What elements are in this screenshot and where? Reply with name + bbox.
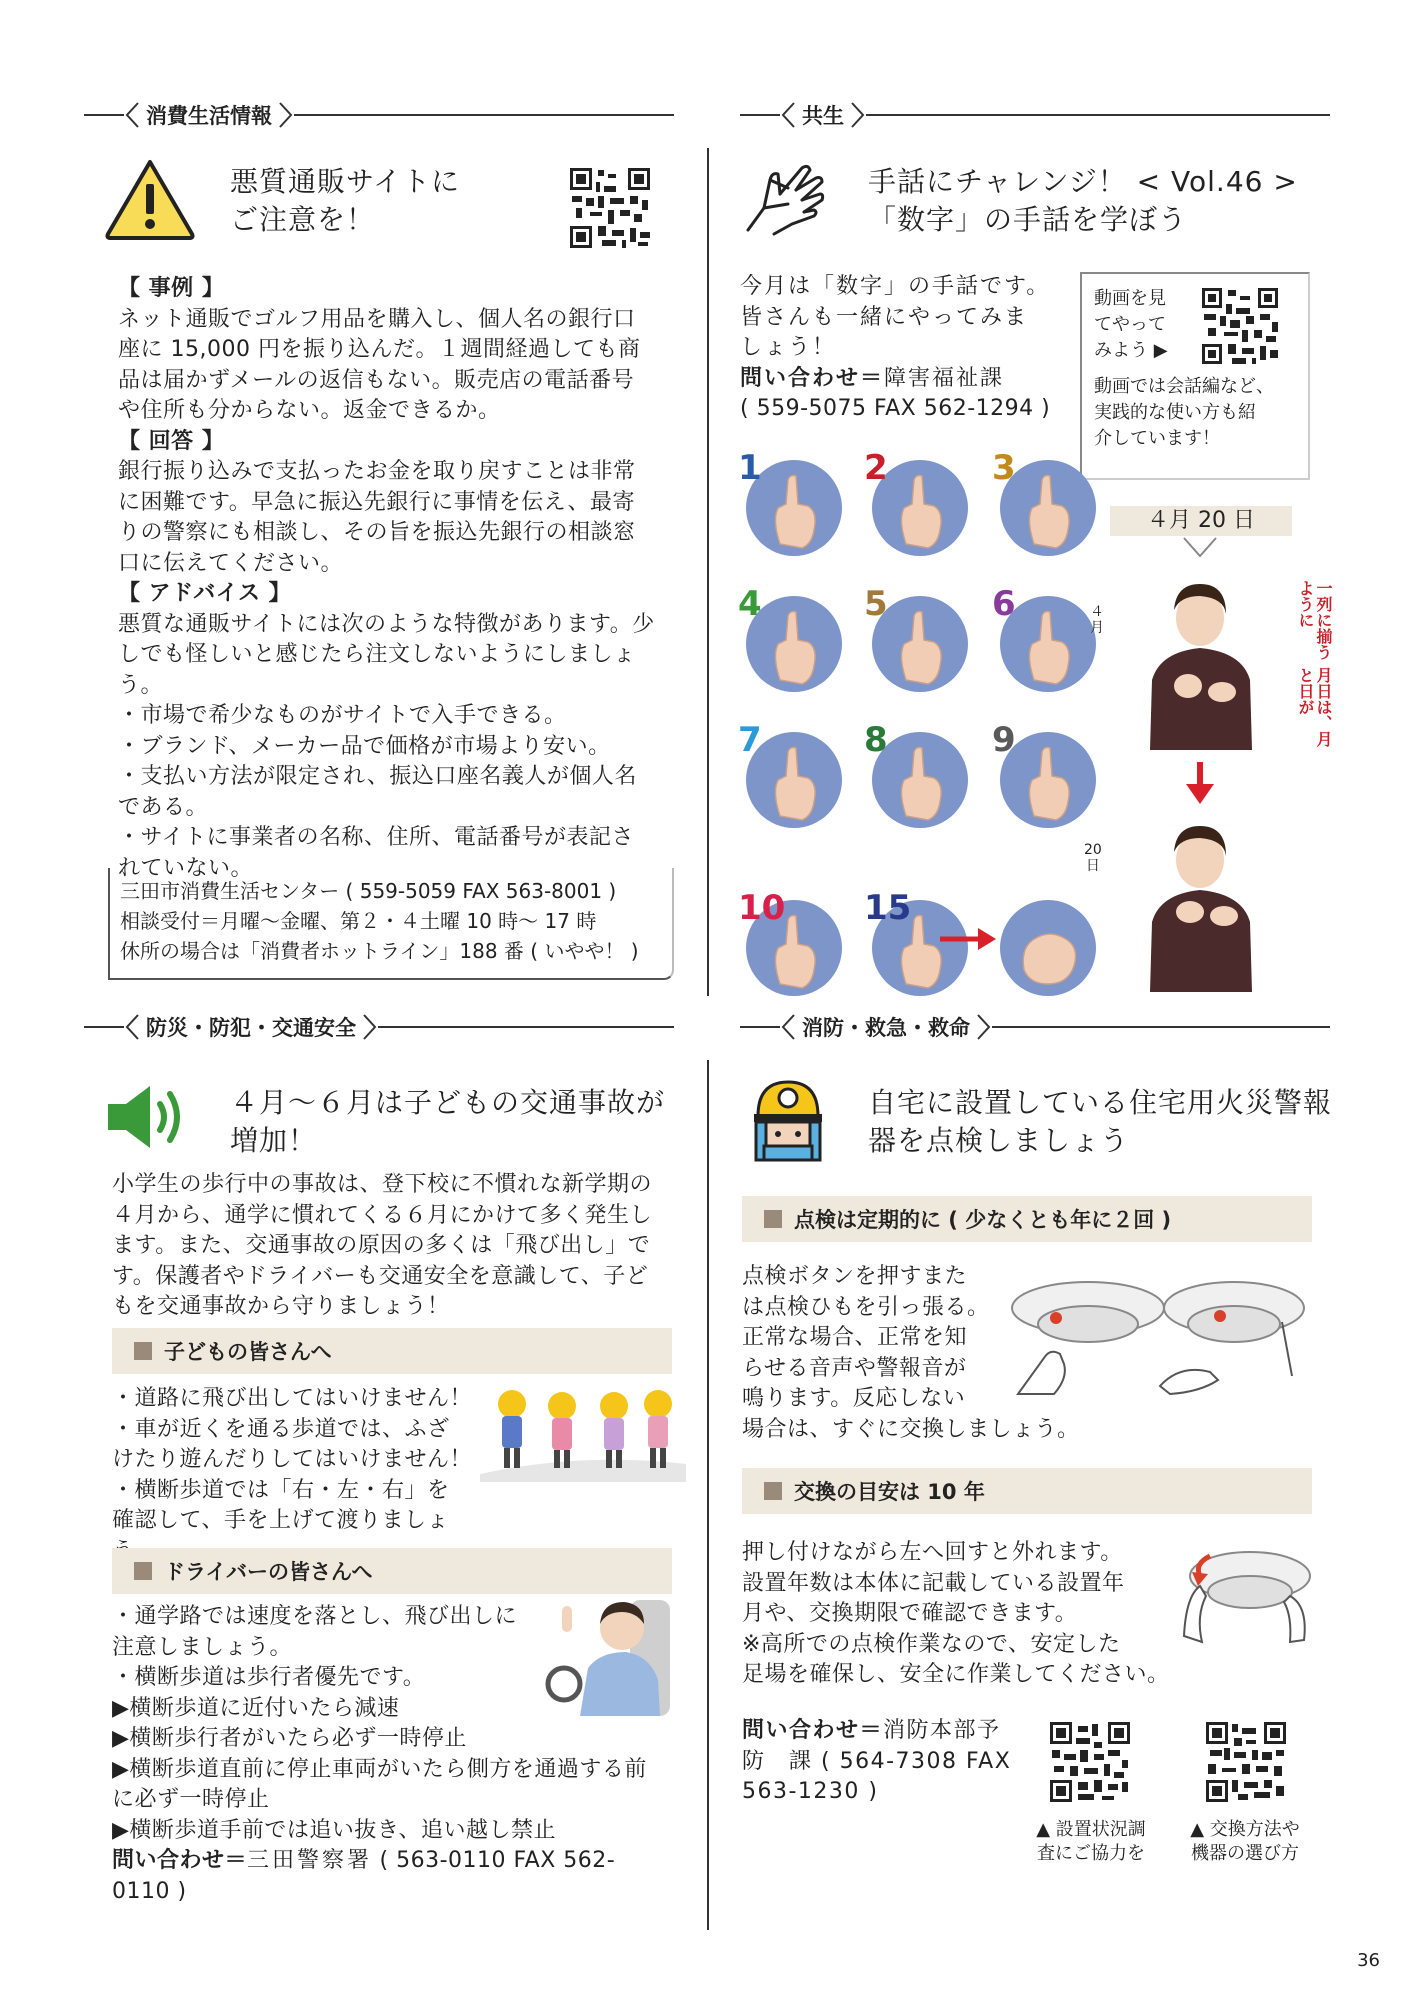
section-title: 消防・救急・救命 (802, 1016, 970, 1040)
sign-language-hands-icon (744, 160, 828, 236)
kyosei-intro: 今月は「数字」の手話です。 皆さんも一緒にやってみま しょう！ 問い合わせ＝障害福祉課 ( 559-5075 FAX 562-1294 ) (740, 272, 1070, 425)
list-item: 注意しましょう。 (112, 1634, 293, 1660)
list-item: ・道路に飛び出してはいけません！ (112, 1386, 473, 1411)
label-4gatsu: ４ 月 (1090, 604, 1104, 636)
list-item: けたり遊んだりしてはいけません！ (112, 1447, 473, 1472)
list-item: ・横断歩道では「右・左・右」を (112, 1477, 450, 1503)
smoke-alarm-replace-illustration (1180, 1536, 1316, 1646)
hand-number-label: 6 (992, 584, 1016, 624)
square-bullet-icon (134, 1342, 152, 1360)
inspection-bar (742, 1196, 1312, 1242)
hand-number-label: 10 (738, 888, 786, 928)
text-line: や住所も分からない。返金できるか。 (118, 398, 501, 423)
consumer-body (118, 274, 678, 884)
section-title: 防災・防犯・交通安全 (146, 1016, 356, 1040)
inspection-text: 点検ボタンを押すまた は点検ひもを引っ張る。 正常な場合、正常を知 らせる音声や警報音が 鳴ります。反応しない 場合は、すぐに交換しましょう。 (742, 1264, 1080, 1442)
vertical-note: 月日は、月と日が 一列に揃うように (1296, 580, 1333, 747)
section-header-kyosei (740, 100, 1330, 130)
contact-tel: 563-1230 ) (742, 1779, 879, 1804)
text-line: 口に伝えてください。 (118, 550, 344, 576)
section-header-safety (84, 1012, 674, 1042)
drivers-bar (112, 1548, 672, 1594)
hand-number-label: 7 (738, 720, 762, 760)
kids-list (112, 1384, 492, 1567)
hand-number-label: 2 (864, 448, 888, 488)
section-header-fire (740, 1012, 1330, 1042)
section-title: 共生 (802, 104, 844, 128)
text-line: である。 (118, 794, 209, 820)
bracket-left-icon (124, 1013, 140, 1041)
hand-number-label: 5 (864, 584, 888, 624)
hand-number-label: 15 (864, 888, 912, 928)
warning-icon (104, 158, 196, 240)
qr1-caption: ▲ 設置状況調 査にご協力を (1036, 1819, 1146, 1864)
fire-headline: 自宅に設置している住宅用火災警報 器を点検しましょう (868, 1086, 1333, 1157)
text-line: ・ブランド、メーカー品で価格が市場より安い。 (118, 733, 611, 759)
contact-dept: 防 課 (742, 1748, 813, 1774)
text-line: しでも怪しいと感じたら注文しないようにしましょう。 (118, 642, 636, 698)
safety-intro: 小学生の歩行中の事故は、登下校に不慣れな新学期の ４月から、通学に慣れてくる６月にかけて多く発生し ます。また、交通事故の原因の多くは「飛び出し」で す。保護者やドライバーも交通安全を意識して、子ど もを交通事故から守りましょう！ (112, 1172, 653, 1319)
list-item: ▶横断歩行者がいたら必ず一時停止 (112, 1726, 467, 1751)
hand-number-label: 3 (992, 448, 1016, 488)
kyosei-headline: 手話にチャレンジ！ < Vol.46 > 「数字」の手話を学ぼう (868, 165, 1298, 236)
text-line: 品は届かずメールの返信もない。販売店の電話番号 (118, 367, 635, 393)
speaker-icon (104, 1080, 194, 1154)
text-line: れていない。 (118, 855, 254, 881)
down-arrow-icon (1180, 760, 1220, 806)
hand-number-label: 8 (864, 720, 888, 760)
bracket-right-icon (362, 1013, 378, 1041)
qr2-caption: ▲ 交換方法や 機器の選び方 (1190, 1819, 1300, 1864)
replacement-title: 交換の目安は 10 年 (794, 1480, 985, 1504)
replacement-bar (742, 1468, 1312, 1514)
contact-tel: ( 564-7308 FAX (821, 1748, 1012, 1774)
qr-code[interactable] (568, 166, 652, 250)
section-title: 消費生活情報 (146, 104, 272, 128)
pointer-icon (1180, 536, 1220, 558)
safety-headline: ４月～６月は子どもの交通事故が 増加！ (230, 1086, 666, 1157)
bracket-right-icon (976, 1013, 992, 1041)
list-item: 確認して、手を上げて渡りましょ (112, 1508, 450, 1533)
consumer-headline: 悪質通販サイトに ご注意を！ (230, 165, 461, 236)
answer-heading: 【 回答 】 (118, 428, 225, 454)
signer-photo-4gatsu (1130, 570, 1270, 750)
qr-code-replacement[interactable] (1204, 1720, 1288, 1804)
bracket-left-icon (124, 101, 140, 129)
square-bullet-icon (134, 1562, 152, 1580)
text-line: 銀行振り込みで支払ったお金を取り戻すことは非常 (118, 459, 636, 484)
drivers-title: ドライバーの皆さんへ (164, 1560, 373, 1584)
contact-tel: ( 563-0110 FAX 562- (379, 1848, 616, 1873)
contact-dept: 障害福祉課 (884, 365, 1005, 391)
hand-number-label: 4 (738, 584, 762, 624)
text-line: 悪質な通販サイトには次のような特徴があります。少 (118, 611, 655, 637)
contact-tel: 0110 ) (112, 1878, 187, 1904)
label-20nichi: 20 日 (1084, 842, 1102, 874)
column-divider (707, 148, 709, 996)
square-bullet-icon (764, 1482, 782, 1500)
section-header-consumer (84, 100, 674, 130)
text-line: ・支払い方法が限定され、振込口座名義人が個人名 (118, 764, 637, 789)
driver-illustration (540, 1590, 680, 1720)
right-arrow-icon (938, 924, 998, 954)
list-item: に必ず一時停止 (112, 1787, 270, 1812)
list-item: ・横断歩道は歩行者優先です。 (112, 1665, 426, 1690)
firefighter-icon (744, 1076, 832, 1164)
contact-label: 問い合わせ＝ (112, 1848, 248, 1873)
contact-tel: ( 559-5075 FAX 562-1294 ) (740, 396, 1051, 421)
hand-sign-15-end (1000, 900, 1096, 996)
contact-label: 問い合わせ＝ (742, 1718, 884, 1743)
inspection-title: 点検は定期的に ( 少なくとも年に２回 ) (794, 1208, 1172, 1232)
text-line: ・市場で希少なものがサイトで入手できる。 (118, 703, 567, 728)
kids-bar (112, 1328, 672, 1374)
text-line: 座に 15,000 円を振り込んだ。１週間経過しても商 (118, 337, 641, 362)
case-heading: 【 事例 】 (118, 276, 225, 301)
bracket-left-icon (780, 101, 796, 129)
text-line: ネット通販でゴルフ用品を購入し、個人名の銀行口 (118, 306, 636, 332)
smoke-alarm-check-illustration (1004, 1268, 1314, 1396)
text-line: りの警察にも相談し、その旨を振込先銀行の相談窓 (118, 520, 636, 545)
contact-line: 三田市消費生活センター ( 559-5059 FAX 563-8001 ) (120, 879, 617, 903)
date-label: ４月 20 日 (1110, 506, 1292, 536)
page-number: 36 (1357, 1950, 1380, 1971)
replacement-text: 押し付けながら左へ回すと外れます。 設置年数は本体に記載している設置年 月や、交換期限で確認できます。 ※高所での点検作業なので、安定した 足場を確保し、安全に作業してください。 (742, 1540, 1170, 1687)
contact-line: 相談受付＝月曜～金曜、第２・４土曜 10 時～ 17 時 (120, 909, 597, 933)
contact-dept: 三田警察署 (247, 1848, 373, 1873)
qr-code-survey[interactable] (1048, 1720, 1132, 1804)
contact-line: 休所の場合は「消費者ホットライン」188 番 ( いやや！ ) (120, 939, 639, 963)
bracket-left-icon (780, 1013, 796, 1041)
contact-dept: 消防本部予 (883, 1718, 1001, 1743)
list-item: ▶横断歩道直前に停止車両がいたら側方を通過する前 (112, 1756, 647, 1782)
bracket-right-icon (850, 101, 866, 129)
kids-title: 子どもの皆さんへ (164, 1340, 332, 1364)
qr-code-video[interactable] (1200, 286, 1280, 366)
contact-label: 問い合わせ＝ (740, 365, 885, 391)
text-line: に困難です。早急に振込先銀行に事情を伝え、最寄 (118, 489, 636, 515)
list-item: ▶横断歩道手前では追い抜き、追い越し禁止 (112, 1817, 557, 1843)
square-bullet-icon (764, 1210, 782, 1228)
text-line: ・サイトに事業者の名称、住所、電話番号が表記さ (118, 825, 634, 850)
list-item: ・車が近くを通る歩道では、ふざ (112, 1416, 450, 1442)
fire-contact (742, 1716, 1022, 1808)
column-divider (707, 1060, 709, 1930)
list-item: ▶横断歩道に近付いたら減速 (112, 1695, 400, 1721)
advice-heading: 【 アドバイス 】 (118, 581, 292, 606)
walking-children-illustration (480, 1382, 686, 1482)
list-item: ・通学路では速度を落とし、飛び出しに (112, 1604, 518, 1629)
signer-photo-20nichi (1130, 812, 1280, 992)
hand-number-label: 9 (992, 720, 1016, 760)
bracket-right-icon (278, 101, 294, 129)
video-box: 動画を見 てやって みよう ▶ 動画では会話編など、 実践的な使い方も紹 介しています！ (1080, 272, 1310, 480)
consumer-contact-box (108, 868, 674, 980)
hand-number-label: 1 (738, 448, 762, 488)
